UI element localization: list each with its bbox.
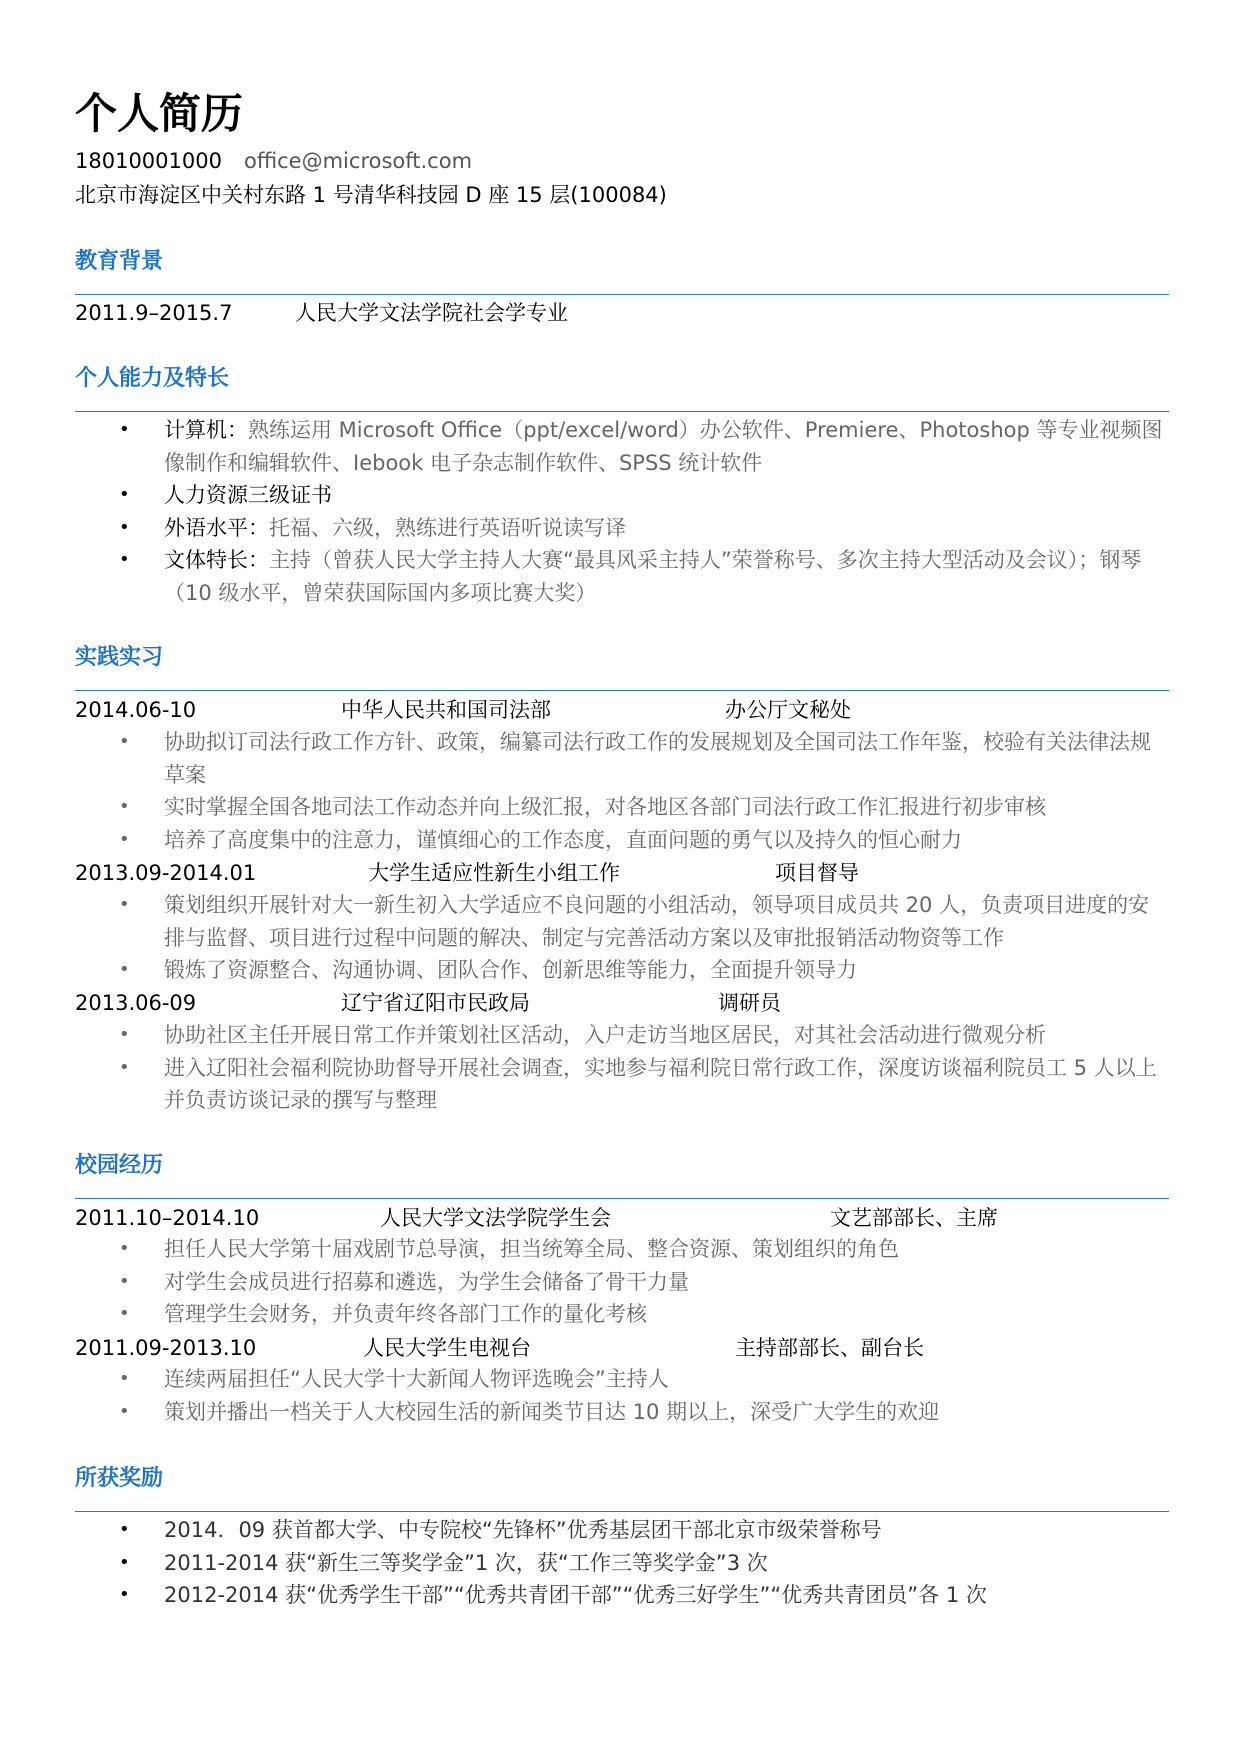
education-school: 人民大学文法学院社会学专业 [295, 301, 568, 325]
entry-date: 2011.09-2013.10 [75, 1336, 257, 1360]
list-item: • 连续两届担任“人民大学十大新闻人物评选晚会”主持人 [75, 1363, 1169, 1396]
entry-org: 中华人民共和国司法部 [341, 698, 551, 722]
entry-role: 项目督导 [775, 861, 859, 885]
list-item: • 2011-2014 获“新生三等奖学金”1 次，获“工作三等奖学金”3 次 [75, 1547, 1169, 1580]
section-title-practice: 实践实习 [75, 645, 164, 670]
entry-header [75, 858, 1169, 888]
list-item: • 培养了高度集中的注意力，谨慎细心的工作态度，直面问题的勇气以及持久的恒心耐力 [75, 824, 1169, 857]
section-divider [75, 690, 1169, 691]
entry-role: 调研员 [718, 991, 781, 1015]
entry-role: 主持部部长、副台长 [735, 1336, 924, 1360]
section-title-awards: 所获奖励 [75, 1466, 164, 1491]
entry-role: 办公厅文秘处 [725, 698, 851, 722]
list-item: • 管理学生会财务，并负责年终各部门工作的量化考核 [75, 1298, 1169, 1331]
section-title-education: 教育背景 [75, 249, 164, 274]
section-divider [75, 411, 1169, 412]
entry-date: 2013.09-2014.01 [75, 861, 257, 885]
phone-number: 18010001000 [75, 149, 222, 173]
entry-date: 2013.06-09 [75, 991, 197, 1015]
entry-date: 2014.06-10 [75, 698, 197, 722]
entry-bullets [75, 1019, 1169, 1117]
list-item [75, 512, 1169, 545]
section-divider [75, 1511, 1169, 1512]
list-item: • 策划组织开展针对大一新生初入大学适应不良问题的小组活动，领导项目成员共 20 人，负责项目进度的安排与监督、项目进行过程中问题的解决、制定与完善活动方案以及审批报销活动物资等工作 [75, 889, 1169, 954]
skill-label: 计算机： [164, 418, 248, 442]
list-item: • 策划并播出一档关于人大校园生活的新闻类节目达 10 期以上，深受广大学生的欢迎 [75, 1396, 1169, 1429]
entry-org: 人民大学文法学院学生会 [380, 1206, 611, 1230]
entry-header [75, 1203, 1169, 1233]
section-title-skills: 个人能力及特长 [75, 366, 230, 391]
entry-role: 文艺部部长、主席 [830, 1206, 998, 1230]
entry-header [75, 988, 1169, 1018]
list-item: • 2012-2014 获“优秀学生干部”“优秀共青团干部”“优秀三好学生”“优秀共青团员”各 1 次 [75, 1579, 1169, 1612]
skill-text: 主持（曾获人民大学主持人大赛“最具风采主持人”荣誉称号、多次主持大型活动及会议）；钢琴（10 级水平，曾荣获国际国内多项比赛大奖） [164, 548, 1142, 605]
entry-header [75, 1333, 1169, 1363]
list-item [75, 479, 1169, 512]
list-item: • 锻炼了资源整合、沟通协调、团队合作、创新思维等能力，全面提升领导力 [75, 954, 1169, 987]
skill-text: 托福、六级，熟练进行英语听说读写译 [269, 515, 626, 540]
education-row [75, 298, 1169, 328]
entry-org: 人民大学生电视台 [363, 1336, 531, 1360]
skill-label: 文体特长： [164, 548, 269, 572]
page-title: 个人简历 [75, 89, 244, 138]
entry-bullets [75, 1363, 1169, 1428]
list-item: • 协助拟订司法行政工作方针、政策，编纂司法行政工作的发展规划及全国司法工作年鉴，校验有关法律法规草案 [75, 726, 1169, 791]
list-item: • 协助社区主任开展日常工作并策划社区活动，入户走访当地区居民，对其社会活动进行微观分析 [75, 1019, 1169, 1052]
section-title-campus: 校园经历 [75, 1153, 164, 1178]
list-item: • 2014．09 获首都大学、中专院校“先锋杯”优秀基层团干部北京市级荣誉称号 [75, 1514, 1169, 1547]
skills-list [75, 414, 1169, 609]
section-divider [75, 1198, 1169, 1199]
list-item [75, 414, 1169, 479]
entry-bullets [75, 889, 1169, 987]
skill-text: 熟练运用 Microsoft Office（ppt/excel/word）办公软件、Premiere、Photoshop 等专业视频图像制作和编辑软件、Iebook 电子杂志制作软件、SPSS 统计软件 [164, 418, 1163, 475]
email-address: office@microsoft.com [243, 149, 473, 173]
list-item: • 实时掌握全国各地司法工作动态并向上级汇报，对各地区各部门司法行政工作汇报进行初步审核 [75, 791, 1169, 824]
list-item: • 对学生会成员进行招募和遴选，为学生会储备了骨干力量 [75, 1266, 1169, 1299]
skill-label: 外语水平： [164, 515, 269, 540]
awards-list [75, 1514, 1169, 1612]
education-date: 2011.9–2015.7 [75, 301, 233, 325]
entry-bullets [75, 1233, 1169, 1331]
entry-date: 2011.10–2014.10 [75, 1206, 260, 1230]
entry-org: 大学生适应性新生小组工作 [368, 861, 620, 885]
entry-org: 辽宁省辽阳市民政局 [341, 991, 530, 1015]
section-divider [75, 294, 1169, 295]
address: 北京市海淀区中关村东路 1 号清华科技园 D 座 15 层(100084) [75, 183, 667, 207]
skill-label: 人力资源三级证书 [164, 483, 332, 507]
list-item: • 担任人民大学第十届戏剧节总导演，担当统筹全局、整合资源、策划组织的角色 [75, 1233, 1169, 1266]
list-item [75, 544, 1169, 609]
contact-line [75, 146, 472, 176]
entry-header [75, 695, 1169, 725]
list-item: • 进入辽阳社会福利院协助督导开展社会调查，实地参与福利院日常行政工作，深度访谈福利院员工 5 人以上并负责访谈记录的撰写与整理 [75, 1052, 1169, 1117]
entry-bullets [75, 726, 1169, 856]
